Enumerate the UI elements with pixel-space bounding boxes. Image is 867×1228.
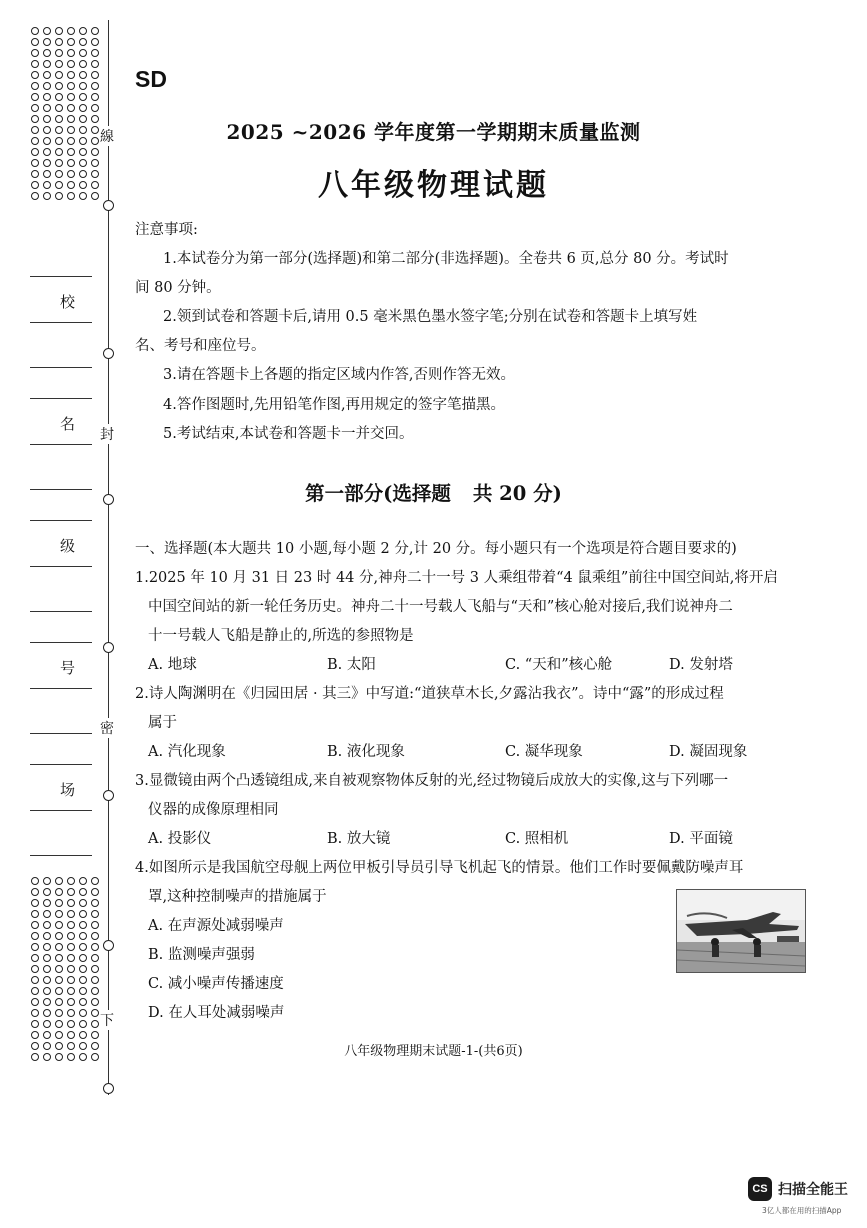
field-label-number: 号 <box>60 659 76 677</box>
binding-dot <box>67 965 75 973</box>
binding-dot <box>67 1020 75 1028</box>
binding-dot <box>67 1031 75 1039</box>
binding-dot <box>79 38 87 46</box>
binding-dot <box>55 877 63 885</box>
binding-dot <box>31 104 39 112</box>
camscanner-tagline: 3亿人都在用的扫描App <box>762 1206 842 1215</box>
binding-dot <box>67 987 75 995</box>
binding-dot <box>79 60 87 68</box>
question-2-option-a: A. 汽化现象 <box>148 744 226 760</box>
binding-dot <box>79 943 87 951</box>
binding-dot <box>67 38 75 46</box>
binding-dot <box>43 1031 51 1039</box>
binding-dot <box>91 93 99 101</box>
question-4-option-d: D. 在人耳处减弱噪声 <box>148 1005 285 1021</box>
notice-item-continuation: 间 80 分钟。 <box>135 280 221 296</box>
binding-dot <box>55 998 63 1006</box>
camscanner-logo: CS <box>748 1177 772 1201</box>
binding-dot <box>31 943 39 951</box>
binding-dot <box>67 104 75 112</box>
question-3-option-a: A. 投影仪 <box>148 831 212 847</box>
notice-item: 3.请在答题卡上各题的指定区域内作答,否则作答无效。 <box>163 367 515 383</box>
binding-dot <box>91 71 99 79</box>
binding-dot <box>91 82 99 90</box>
binding-dot <box>91 976 99 984</box>
binding-dot <box>55 1031 63 1039</box>
section-title-score: 共 20 分) <box>472 482 562 505</box>
binding-dot <box>91 104 99 112</box>
binding-dot <box>31 1020 39 1028</box>
binding-dot <box>43 60 51 68</box>
binding-dot <box>43 104 51 112</box>
binding-dot <box>43 965 51 973</box>
binding-dot <box>31 148 39 156</box>
notice-item: 2.领到试卷和答题卡后,请用 0.5 毫米黑色墨水签字笔;分别在试卷和答题卡上填写姓 <box>163 309 698 325</box>
binding-dot <box>91 987 99 995</box>
binding-dot <box>79 82 87 90</box>
binding-dot <box>43 888 51 896</box>
binding-dot <box>67 27 75 35</box>
page-footer: 八年级物理期末试题-1-(共6页) <box>344 1044 523 1059</box>
notice-heading: 注意事项: <box>135 222 198 238</box>
binding-dot <box>43 976 51 984</box>
binding-dot <box>31 888 39 896</box>
binding-dot <box>55 93 63 101</box>
binding-dot <box>91 910 99 918</box>
field-label-school: 校 <box>60 293 76 311</box>
binding-dot <box>67 877 75 885</box>
binding-dot <box>67 93 75 101</box>
question-2-option-b: B. 液化现象 <box>327 744 405 760</box>
notice-item: 5.考试结束,本试卷和答题卡一并交回。 <box>163 426 414 442</box>
binding-dot <box>79 877 87 885</box>
binding-dot <box>91 1020 99 1028</box>
binding-dot <box>55 27 63 35</box>
binding-dot <box>91 27 99 35</box>
question-4-option-a: A. 在声源处减弱噪声 <box>148 918 284 934</box>
binding-dot <box>43 71 51 79</box>
binding-dot <box>31 877 39 885</box>
binding-dot <box>43 49 51 57</box>
binding-dot-pattern-bottom <box>30 876 102 1063</box>
binding-dot <box>43 1009 51 1017</box>
binding-dot <box>67 910 75 918</box>
binding-dot <box>31 965 39 973</box>
question-2-option-c: C. 凝华现象 <box>505 744 583 760</box>
seal-char-feng: 封 <box>100 424 114 444</box>
binding-dot <box>67 998 75 1006</box>
question-1-option-a: A. 地球 <box>148 657 197 673</box>
binding-dot <box>31 71 39 79</box>
binding-dot <box>91 965 99 973</box>
binding-dot <box>79 71 87 79</box>
binding-dot <box>91 38 99 46</box>
binding-ring <box>103 348 114 359</box>
binding-dot <box>55 932 63 940</box>
binding-dot <box>55 888 63 896</box>
question-4-line: 4.如图所示是我国航空母舰上两位甲板引导员引导飞机起飞的情景。他们工作时要佩戴防噪声耳 <box>135 860 744 876</box>
binding-dot <box>43 932 51 940</box>
binding-dot <box>91 888 99 896</box>
binding-dot <box>31 38 39 46</box>
camscanner-name: 扫描全能王 <box>778 1182 848 1198</box>
binding-dot <box>31 82 39 90</box>
binding-dot <box>79 954 87 962</box>
section-title <box>0 478 867 506</box>
question-4-option-c: C. 减小噪声传播速度 <box>148 976 284 992</box>
binding-dot <box>43 877 51 885</box>
notice-item: 1.本试卷分为第一部分(选择题)和第二部分(非选择题)。全卷共 6 页,总分 80 分。考试时 <box>163 251 729 267</box>
binding-dot <box>79 1009 87 1017</box>
binding-dot <box>43 899 51 907</box>
binding-dot <box>55 148 63 156</box>
binding-dot <box>67 899 75 907</box>
binding-dot <box>79 1031 87 1039</box>
field-class[interactable] <box>30 520 92 612</box>
question-3-option-b: B. 放大镜 <box>327 831 391 847</box>
binding-dot <box>67 1009 75 1017</box>
question-1-line: 中国空间站的新一轮任务历史。神舟二十一号载人飞船与“天和”核心舱对接后,我们说神舟二 <box>148 599 733 615</box>
question-4-line: 罩,这种控制噪声的措施属于 <box>148 889 327 905</box>
binding-dot <box>31 932 39 940</box>
binding-dot <box>91 1031 99 1039</box>
field-label-name: 名 <box>60 415 76 433</box>
question-1-line: 十一号载人飞船是静止的,所选的参照物是 <box>148 628 414 644</box>
binding-dot <box>43 1020 51 1028</box>
binding-dot <box>79 104 87 112</box>
binding-dot <box>67 49 75 57</box>
binding-dot <box>55 943 63 951</box>
binding-dot <box>67 82 75 90</box>
binding-dot <box>91 877 99 885</box>
binding-dot <box>79 976 87 984</box>
question-2-line: 属于 <box>148 715 177 731</box>
binding-dot <box>55 910 63 918</box>
binding-dot <box>55 104 63 112</box>
binding-dot <box>55 899 63 907</box>
binding-dot <box>91 954 99 962</box>
binding-dot <box>55 976 63 984</box>
binding-dot <box>79 27 87 35</box>
binding-dot <box>91 899 99 907</box>
binding-dot <box>31 93 39 101</box>
binding-ring <box>103 642 114 653</box>
binding-dot <box>79 888 87 896</box>
binding-dot <box>31 976 39 984</box>
seal-char-xian: 線 <box>100 126 114 146</box>
paper-mark: SD <box>135 66 167 92</box>
binding-dot <box>79 910 87 918</box>
field-name[interactable] <box>30 398 92 490</box>
binding-dot <box>79 932 87 940</box>
binding-dot <box>55 49 63 57</box>
question-3-option-d: D. 平面镜 <box>669 831 733 847</box>
binding-ring <box>103 790 114 801</box>
binding-dot <box>79 998 87 1006</box>
seal-char-mi: 密 <box>100 718 114 738</box>
binding-dot <box>79 49 87 57</box>
binding-dot <box>43 943 51 951</box>
question-1-option-c: C. “天和”核心舱 <box>505 657 613 673</box>
question-2-line: 2.诗人陶渊明在《归园田居 · 其三》中写道:“道狭草木长,夕露沾我衣”。诗中“露”的形成过程 <box>135 686 724 702</box>
binding-dot <box>55 38 63 46</box>
binding-dot <box>79 921 87 929</box>
binding-dot <box>79 987 87 995</box>
binding-dot <box>31 27 39 35</box>
binding-ring <box>103 940 114 951</box>
binding-dot <box>67 888 75 896</box>
binding-dot <box>31 998 39 1006</box>
notice-item: 4.答作图题时,先用铅笔作图,再用规定的签字笔描黑。 <box>163 397 506 413</box>
binding-dot <box>91 148 99 156</box>
binding-dot <box>31 954 39 962</box>
binding-dot <box>43 93 51 101</box>
carrier-deck-photo <box>676 889 806 973</box>
binding-dot <box>55 987 63 995</box>
binding-dot <box>67 932 75 940</box>
binding-dot <box>79 148 87 156</box>
binding-dot <box>43 954 51 962</box>
binding-dot <box>55 1020 63 1028</box>
binding-dot <box>55 82 63 90</box>
binding-dot <box>43 998 51 1006</box>
question-1-option-b: B. 太阳 <box>327 657 376 673</box>
binding-dot <box>43 987 51 995</box>
binding-dot <box>43 27 51 35</box>
binding-dot <box>43 921 51 929</box>
question-2-option-d: D. 凝固现象 <box>669 744 748 760</box>
binding-dot <box>79 93 87 101</box>
binding-dot <box>91 921 99 929</box>
binding-dot <box>43 38 51 46</box>
question-4-option-b: B. 监测噪声强弱 <box>148 947 255 963</box>
binding-dot <box>31 987 39 995</box>
binding-dot <box>67 148 75 156</box>
seal-char-xia: 下 <box>100 1010 114 1030</box>
binding-dot <box>79 965 87 973</box>
binding-dot <box>55 60 63 68</box>
binding-dot <box>67 921 75 929</box>
binding-dot <box>55 71 63 79</box>
question-3-line: 3.显微镜由两个凸透镜组成,来自被观察物体反射的光,经过物镜后成放大的实像,这与下列哪一 <box>135 773 729 789</box>
question-3-option-c: C. 照相机 <box>505 831 569 847</box>
field-school[interactable] <box>30 276 92 368</box>
field-exam-room[interactable] <box>30 764 92 856</box>
binding-dot <box>67 954 75 962</box>
binding-dot <box>79 899 87 907</box>
binding-dot <box>43 82 51 90</box>
binding-dot <box>55 921 63 929</box>
binding-dot <box>55 965 63 973</box>
question-1-option-d: D. 发射塔 <box>669 657 733 673</box>
binding-dot <box>31 899 39 907</box>
binding-dot <box>31 60 39 68</box>
binding-dot <box>67 71 75 79</box>
binding-dot <box>91 932 99 940</box>
question-3-line: 仪器的成像原理相同 <box>148 802 279 818</box>
binding-dot <box>31 49 39 57</box>
binding-dot <box>67 60 75 68</box>
binding-dot <box>67 943 75 951</box>
binding-ring <box>103 1083 114 1094</box>
binding-dot <box>91 49 99 57</box>
binding-dot <box>31 910 39 918</box>
binding-dot <box>67 976 75 984</box>
binding-dot <box>43 910 51 918</box>
section-title-part: 第一部分(选择题 <box>305 482 451 505</box>
field-label-room: 场 <box>60 781 76 799</box>
binding-dot <box>55 1009 63 1017</box>
question-1-line: 1.2025 年 10 月 31 日 23 时 44 分,神舟二十一号 3 人乘组带着“4 鼠乘组”前往中国空间站,将开启 <box>135 570 778 586</box>
binding-dot <box>79 1020 87 1028</box>
binding-dot <box>91 1009 99 1017</box>
binding-dot <box>31 921 39 929</box>
binding-dot <box>91 998 99 1006</box>
binding-dot <box>31 1009 39 1017</box>
binding-dot <box>31 1031 39 1039</box>
notice-item-continuation: 名、考号和座位号。 <box>135 338 266 354</box>
field-label-class: 级 <box>60 537 76 555</box>
binding-dot <box>43 148 51 156</box>
field-number[interactable] <box>30 642 92 734</box>
binding-dot <box>91 60 99 68</box>
binding-dot <box>55 954 63 962</box>
binding-dot <box>91 943 99 951</box>
exam-subtitle: 2025 ~2026 学年度第一学期期末质量监测 <box>226 120 641 144</box>
exam-title: 八年级物理试题 <box>318 168 549 203</box>
part1-instruction: 一、选择题(本大题共 10 小题,每小题 2 分,计 20 分。每小题只有一个选项是符合题目要求的) <box>135 541 737 557</box>
